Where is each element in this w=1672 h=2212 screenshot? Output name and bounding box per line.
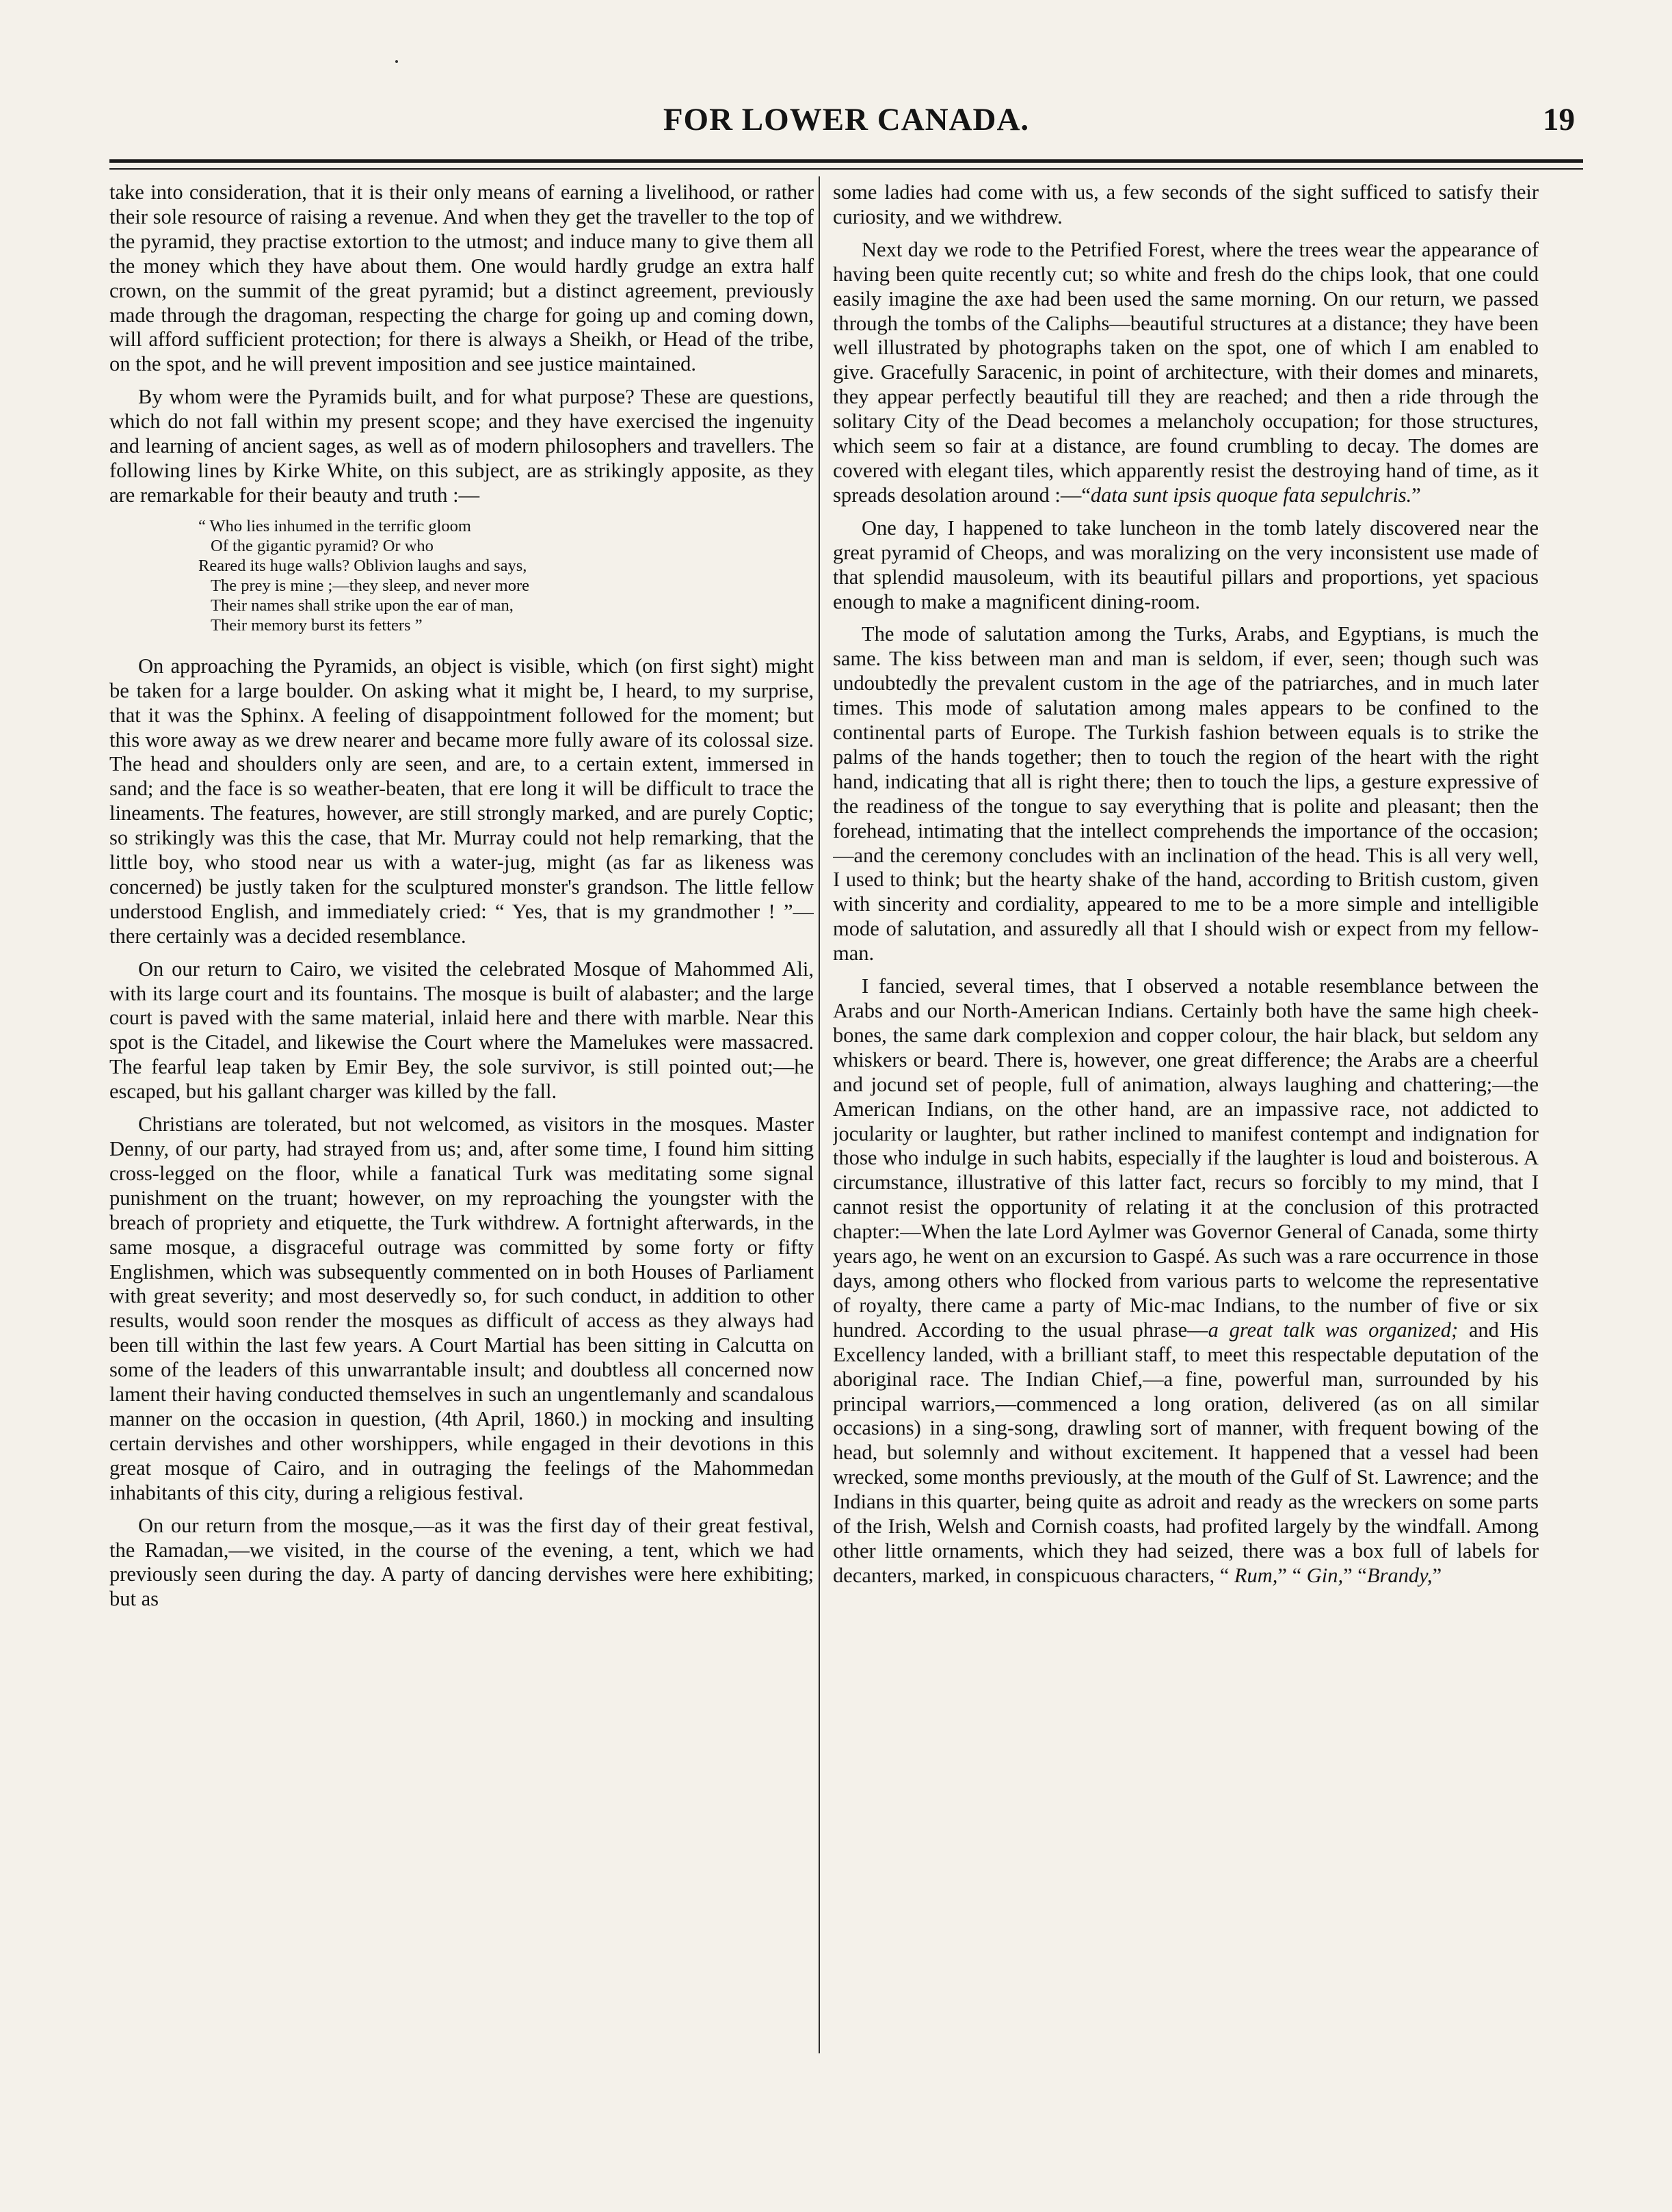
- poem-line: Their memory burst its fetters ”: [211, 615, 423, 635]
- text-run: ”: [1432, 1563, 1442, 1587]
- latin-quote: data sunt ipsis quoque fata sepulchris.: [1090, 483, 1412, 507]
- page-number: 19: [1543, 102, 1575, 137]
- label-rum: Rum,: [1234, 1563, 1278, 1587]
- paragraph-sphinx: On approaching the Pyramids, an object is visible, which (on first sight) might be taken for a large boulder. On asking what it might be, I heard, to my surprise, that it was the Sphinx. A feeling of disappointment followed for the moment; but this wore away as we drew nearer and became more fully aware of its colossal size. The head and shoulders only are seen, and are, to a certain extent, immersed in sand; and the face is so weather-beaten, that ere long it will be difficult to trace the lineaments. The features, however, are still strongly marked, and are purely Coptic; so strikingly was this the case, that Mr. Murray could not help remarking, that the little boy, who stood near us with a water-jug, might (as far as likeness was concerned) be justly taken for the sculptured monster's grandson. The little fellow understood English, and immediately cried: “ Yes, that is my grandmother ! ”—there certainly was a decided resemblance.: [109, 654, 814, 948]
- paragraph-christians-in-mosques: Christians are tolerated, but not welcomed, as visitors in the mosques. Master Denny, of our party, had strayed from us; and, after some time, I found him sitting cross-legged on the floor, while a fanatical Turk was meditating some signal punishment on the truant; however, on my reproaching the youngster with the breach of propriety and etiquette, the Turk withdrew. A fortnight afterwards, in the same mosque, a disgraceful outrage was committed by some forty or fifty Englishmen, which was subsequently commented on in both Houses of Parliament with great severity; and most deservedly so, for such conduct, in addition to other results, would soon render the mosques as difficult of access as they always had been till within the last few years. A Court Martial has been sitting in Calcutta on some of the leaders of this unwarrantable insult; and doubtless all concerned now lament their having conducted themselves in such an ungentlemanly and scandalous manner on the occasion in question, (4th April, 1860.) in mocking and insulting certain dervishes and other worshippers, while engaged in their devotions in this great mosque of Cairo, and in outraging the feelings of the Mahommedan inhabitants of this city, during a religious festival.: [109, 1112, 814, 1504]
- header-rule-thin: [109, 168, 1583, 170]
- right-column: [833, 181, 1539, 2054]
- poem-line: The prey is mine ;—they sleep, and never more: [211, 576, 530, 595]
- text-run: Next day we rode to the Petrified Forest, where the trees wear the appearance of having been quite recently cut; so white and fresh do the chips look, that one could easily imagine the axe had been used the same morning. On our return, we passed through the tombs of the Caliphs—beautiful structures at a distance; they have been well illustrated by photographs taken on the spot, one of which I am enabled to give. Gracefully Saracenic, in point of architecture, with their domes and minarets, they appear perfectly beautiful till they are reached; and then a ride through the solitary City of the Dead becomes a melancholy occupation; for those structures, which seem so fair at a distance, are found crumbling to decay. The domes are covered with elegant tiles, which apparently resist the destroying hand of time, as it spreads desolation around :—“: [833, 237, 1539, 507]
- text-run: ”: [1411, 483, 1421, 507]
- text-run: and His Excellency landed, with a brilliant staff, to meet this respectable deputation of the aboriginal race. The Indian Chief,—a fine, powerful man, surrounded by his principal warriors,—commenced a long oration, delivered (as on all similar occasions) in a sing-song, drawling sort of manner, with frequent bowing of the head, but solemnly and without excitement. It happened that a vessel had been wrecked, some months previously, at the mouth of the Gulf of St. Lawrence; and the Indians in this quarter, being quite as adroit and ready as the wreckers on some parts of the Irish, Welsh and Cornish coasts, had profited largely by the windfall. Among other little ornaments, which they had seized, there was a box full of labels for decanters, marked, in conspicuous characters, “: [833, 1318, 1539, 1587]
- label-gin: Gin,: [1306, 1563, 1344, 1587]
- header-rule-thick: [109, 159, 1583, 163]
- page-header: [109, 101, 1583, 149]
- kirke-white-poem: [198, 516, 814, 635]
- paragraph-ramadan-tent: On our return from the mosque,—as it was the first day of their great festival, the Ramadan,—we visited, in the course of the evening, a tent, which we had previously seen during the day. A party of dancing dervishes were here exhibiting; but as: [109, 1513, 814, 1611]
- text-run: ” “: [1277, 1563, 1307, 1587]
- paragraph-mosque-of-mahommed-ali: On our return to Cairo, we visited the celebrated Mosque of Mahommed Ali, with its large court and its fountains. The mosque is built of alabaster; and the large court is paved with the same material, inlaid here and there with marble. Near this spot is the Citadel, and likewise the Court where the Mamelukes were massacred. The fearful leap taken by Emir Bey, the sole survivor, is still pointed out;—he escaped, but his gallant charger was killed by the fall.: [109, 957, 814, 1104]
- left-column: [109, 181, 814, 2054]
- paragraph-extortion: take into consideration, that it is their only means of earning a livelihood, or rather their sole resource of raising a revenue. And when they get the traveller to the top of the pyramid, they practise extortion to the utmost; and induce many to give them all the money which they have about them. One would hardly grudge an extra half crown, on the summit of the great pyramid; but a distinct agreement, previously made through the dragoman, respecting the charge for going up and coming down, will afford sufficient protection; for there is always a Sheikh, or Head of the tribe, on the spot, and he will prevent imposition and see justice maintained.: [109, 181, 814, 376]
- paragraph-pyramid-builders: By whom were the Pyramids built, and for what purpose? These are questions, which do not fall within my present scope; and they have exercised the ingenuity and learning of ancient sages, as well as of modern philosophers and travellers. The following lines by Kirke White, on this subject, are as strikingly apposite, as they are remarkable for their beauty and truth :—: [109, 385, 814, 507]
- paragraph-arabs-and-indians: [833, 974, 1539, 1588]
- label-brandy: Brandy,: [1366, 1563, 1433, 1587]
- paragraph-petrified-forest: [833, 238, 1539, 508]
- text-run: ” “: [1343, 1563, 1367, 1587]
- poem-line: Of the gigantic pyramid? Or who: [211, 536, 434, 555]
- poem-line: Reared its huge walls? Oblivion laughs and says,: [198, 556, 527, 575]
- ink-speck: [395, 60, 398, 63]
- paragraph-salutation: The mode of salutation among the Turks, Arabs, and Egyptians, is much the same. The kiss between man and man is seldom, if ever, seen; though such was undoubtedly the prevalent custom in the age of the patriarches, and in much later times. This mode of salutation among males appears to be confined to the continental parts of Europe. The Turkish fashion between equals is to strike the palms of the hands together; then to touch the region of the heart with the right hand, indicating that all is right there; then to touch the lips, a gesture expressive of the readiness of the tongue to say everything that is polite and pleasant; then the forehead, intimating that the intellect comprehends the importance of the occasion;—and the ceremony concludes with an inclination of the head. This is all very well, I used to think; but the hearty shake of the hand, according to British custom, given with sincerity and cordiality, appeared to me to be a more simple and intelligible mode of salutation, and assuredly all that I should wish or expect from my fellow-man.: [833, 622, 1539, 965]
- poem-line: “ Who lies inhumed in the terrific gloom: [198, 516, 471, 535]
- poem-line: Their names shall strike upon the ear of man,: [211, 596, 514, 615]
- italic-phrase: a great talk was organized;: [1208, 1318, 1459, 1342]
- paragraph-cheops-tomb: One day, I happened to take luncheon in the tomb lately discovered near the great pyramid of Cheops, and was moralizing on the very inconsistent use made of that splendid mausoleum, with its beautiful pillars and proportions, yet spacious enough to make a magnificent dining-room.: [833, 516, 1539, 613]
- paragraph-dervishes-cont: some ladies had come with us, a few seconds of the sight sufficed to satisfy their curiosity, and we withdrew.: [833, 181, 1539, 228]
- running-title: FOR LOWER CANADA.: [663, 102, 1030, 137]
- column-divider: [819, 176, 820, 2053]
- text-run: I fancied, several times, that I observed a notable resemblance between the Arabs and our North-American Indians. Certainly both have the same high cheek-bones, the same dark complexion and copper colour, the hair black, but seldom any whiskers or beard. There is, however, one great difference; the Arabs are a cheerful and jocund set of people, full of animation, always laughing and chattering;—the American Indians, on the other hand, are an impassive race, not addicted to jocularity or laughter, but rather inclined to manifest contempt and indignation for those who indulge in such habits, especially if the laughter is loud and boisterous. A circumstance, illustrative of this latter fact, recurs so forcibly to my mind, that I cannot resist the opportunity of relating it at the conclusion of this protracted chapter:—When the late Lord Aylmer was Governor General of Canada, some thirty years ago, he went on an excursion to Gaspé. As such was a rare occurrence in those days, among others who flocked from various parts to welcome the representative of royalty, there came a party of Mic-mac Indians, to the number of five or six hundred. According to the usual phrase—: [833, 974, 1539, 1342]
